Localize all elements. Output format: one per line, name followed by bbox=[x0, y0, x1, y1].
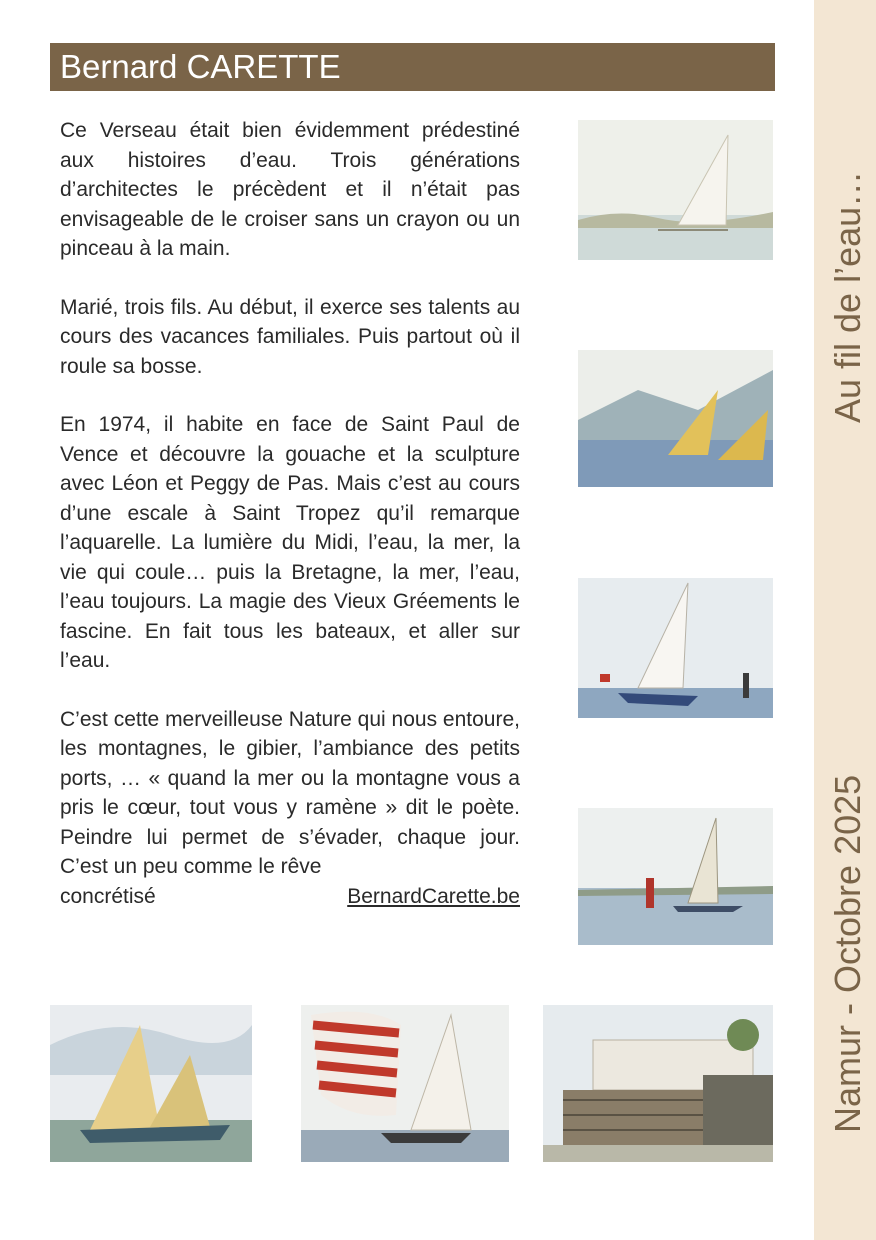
paragraph-2: Marié, trois fils. Au début, il exerce ses talents au cours des vacances familiales. Puis partout où il roule sa bosse. bbox=[60, 295, 520, 378]
page-title: Bernard CARETTE bbox=[60, 48, 341, 85]
paragraph-4-text: C’est cette merveilleuse Nature qui nous entoure, les montagnes, le gibier, l’ambiance des petits ports, … « quand la mer ou la montagne vous a pris le cœur, tout vous y ramène » dit le poète. Peindre lui permet de s’évader, chaque jour. C’est un peu comme le rêve bbox=[60, 707, 520, 878]
painting-schooner bbox=[50, 1005, 252, 1162]
painting-sailboat-flag bbox=[578, 578, 773, 718]
title-bar bbox=[50, 43, 775, 91]
painting-buoy-sailboat bbox=[578, 808, 773, 945]
biography-text bbox=[60, 116, 520, 911]
website-link[interactable]: BernardCarette.be bbox=[347, 884, 520, 908]
painting-yellow-sails bbox=[578, 350, 773, 487]
paragraph-4 bbox=[60, 705, 520, 912]
side-title-bottom: Namur - Octobre 2025 bbox=[827, 774, 868, 1133]
painting-harbour bbox=[543, 1005, 773, 1162]
side-title-top: Au fil de l’eau… bbox=[827, 170, 868, 423]
painting-striped-spinnaker bbox=[301, 1005, 509, 1162]
paragraph-4-last: concrétisé bbox=[60, 884, 156, 908]
painting-sailboat-1 bbox=[578, 120, 773, 260]
paragraph-3: En 1974, il habite en face de Saint Paul de Vence et découvre la gouache et la sculpture avec Léon et Peggy de Pas. Mais c’est au cours d’une escale à Saint Tropez qu’il remarque l’aquarelle. La lumière du Midi, l’eau, la mer, la vie qui coule… puis la Bretagne, la mer, l’eau, l’eau toujours. La magie des Vieux Gréements le fascine. En fait tous les bateaux, et aller sur l’eau. bbox=[60, 413, 520, 672]
paragraph-1: Ce Verseau était bien évidemment prédestiné aux histoires d’eau. Trois générations d’architectes le précèdent et il n’était pas envisageable de le croiser sans un crayon ou un pinceau à la main. bbox=[60, 119, 520, 260]
